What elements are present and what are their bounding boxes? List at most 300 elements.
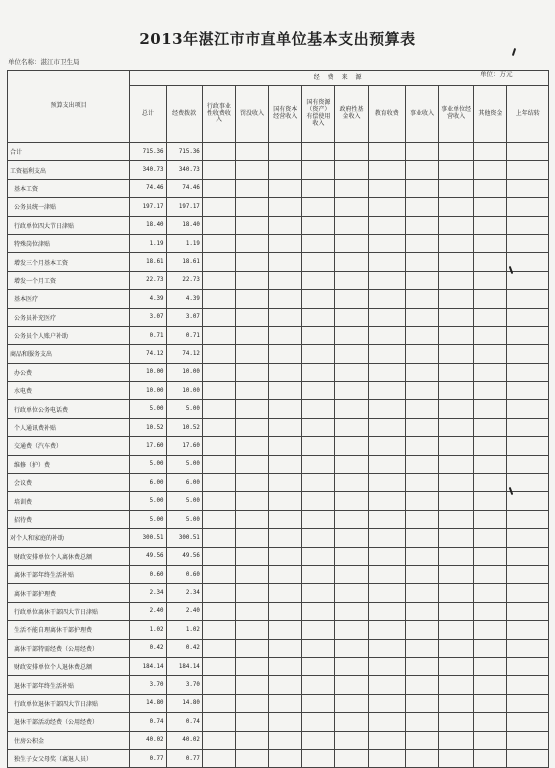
empty-cell — [507, 308, 549, 326]
row-grant: 715.36 — [166, 143, 202, 161]
row-name: 离休干部护理费 — [8, 584, 130, 602]
empty-cell — [439, 510, 474, 528]
col-header-admin-fee: 行政事业性收费收入 — [202, 86, 235, 143]
empty-cell — [235, 749, 268, 767]
empty-cell — [302, 529, 335, 547]
table-row — [8, 713, 549, 731]
row-name: 维修（护）费 — [8, 455, 130, 473]
empty-cell — [235, 731, 268, 749]
empty-cell — [405, 437, 438, 455]
table-row — [8, 234, 549, 252]
empty-cell — [235, 216, 268, 234]
empty-cell — [405, 749, 438, 767]
empty-cell — [202, 474, 235, 492]
row-grant: 4.39 — [166, 290, 202, 308]
budget-body — [8, 143, 549, 768]
empty-cell — [235, 345, 268, 363]
empty-cell — [507, 326, 549, 344]
empty-cell — [368, 161, 405, 179]
row-grant: 340.73 — [166, 161, 202, 179]
empty-cell — [302, 694, 335, 712]
row-total: 14.80 — [130, 694, 166, 712]
empty-cell — [439, 290, 474, 308]
table-row — [8, 474, 549, 492]
empty-cell — [235, 326, 268, 344]
empty-cell — [302, 584, 335, 602]
empty-cell — [302, 657, 335, 675]
empty-cell — [439, 234, 474, 252]
row-total: 0.60 — [130, 565, 166, 583]
empty-cell — [439, 639, 474, 657]
col-header-grant: 经费拨款 — [166, 86, 202, 143]
table-row — [8, 308, 549, 326]
empty-cell — [368, 437, 405, 455]
empty-cell — [235, 713, 268, 731]
empty-cell — [335, 216, 368, 234]
empty-cell — [235, 621, 268, 639]
empty-cell — [368, 253, 405, 271]
empty-cell — [202, 547, 235, 565]
row-grant: 74.12 — [166, 345, 202, 363]
row-total: 10.00 — [130, 363, 166, 381]
empty-cell — [474, 161, 507, 179]
empty-cell — [405, 271, 438, 289]
empty-cell — [439, 253, 474, 271]
empty-cell — [269, 657, 302, 675]
row-name: 会议费 — [8, 474, 130, 492]
empty-cell — [235, 529, 268, 547]
empty-cell — [202, 492, 235, 510]
col-header-other-funds: 其他资金 — [474, 86, 507, 143]
empty-cell — [474, 345, 507, 363]
row-grant: 10.00 — [166, 363, 202, 381]
row-name: 基本医疗 — [8, 290, 130, 308]
empty-cell — [405, 290, 438, 308]
table-row — [8, 657, 549, 675]
empty-cell — [302, 345, 335, 363]
empty-cell — [507, 345, 549, 363]
row-name: 离休干部特需经费（公用经费） — [8, 639, 130, 657]
row-total: 74.12 — [130, 345, 166, 363]
empty-cell — [302, 676, 335, 694]
empty-cell — [269, 547, 302, 565]
empty-cell — [439, 584, 474, 602]
empty-cell — [405, 179, 438, 197]
empty-cell — [439, 326, 474, 344]
row-total: 22.73 — [130, 271, 166, 289]
empty-cell — [507, 198, 549, 216]
empty-cell — [405, 492, 438, 510]
empty-cell — [405, 234, 438, 252]
empty-cell — [269, 345, 302, 363]
empty-cell — [235, 455, 268, 473]
row-grant: 0.74 — [166, 713, 202, 731]
empty-cell — [368, 602, 405, 620]
row-grant: 5.00 — [166, 492, 202, 510]
col-header-state-resource: 国有资源（资产）有偿使用收入 — [302, 86, 335, 143]
empty-cell — [335, 713, 368, 731]
row-name: 公务员个人账户补助 — [8, 326, 130, 344]
empty-cell — [368, 510, 405, 528]
empty-cell — [235, 418, 268, 436]
row-total: 6.00 — [130, 474, 166, 492]
empty-cell — [335, 694, 368, 712]
empty-cell — [302, 161, 335, 179]
empty-cell — [474, 657, 507, 675]
table-row — [8, 216, 549, 234]
table-row — [8, 290, 549, 308]
empty-cell — [202, 179, 235, 197]
empty-cell — [368, 143, 405, 161]
empty-cell — [302, 621, 335, 639]
empty-cell — [269, 179, 302, 197]
empty-cell — [335, 143, 368, 161]
empty-cell — [474, 198, 507, 216]
empty-cell — [202, 253, 235, 271]
empty-cell — [269, 676, 302, 694]
empty-cell — [474, 437, 507, 455]
table-row — [8, 584, 549, 602]
empty-cell — [202, 400, 235, 418]
empty-cell — [302, 271, 335, 289]
empty-cell — [439, 400, 474, 418]
empty-cell — [405, 676, 438, 694]
empty-cell — [368, 326, 405, 344]
empty-cell — [202, 731, 235, 749]
row-total: 1.02 — [130, 621, 166, 639]
row-total: 0.77 — [130, 749, 166, 767]
empty-cell — [405, 547, 438, 565]
empty-cell — [235, 510, 268, 528]
empty-cell — [302, 418, 335, 436]
empty-cell — [235, 639, 268, 657]
empty-cell — [302, 198, 335, 216]
empty-cell — [368, 382, 405, 400]
empty-cell — [439, 621, 474, 639]
row-total: 3.70 — [130, 676, 166, 694]
row-grant: 18.61 — [166, 253, 202, 271]
empty-cell — [474, 326, 507, 344]
table-row — [8, 694, 549, 712]
empty-cell — [302, 363, 335, 381]
empty-cell — [439, 455, 474, 473]
empty-cell — [474, 492, 507, 510]
empty-cell — [202, 418, 235, 436]
empty-cell — [235, 198, 268, 216]
empty-cell — [202, 234, 235, 252]
row-name: 财政安排单位个人退休费总额 — [8, 657, 130, 675]
empty-cell — [405, 731, 438, 749]
row-grant: 10.52 — [166, 418, 202, 436]
row-total: 10.00 — [130, 382, 166, 400]
empty-cell — [474, 565, 507, 583]
empty-cell — [507, 639, 549, 657]
row-total: 340.73 — [130, 161, 166, 179]
empty-cell — [439, 694, 474, 712]
row-grant: 3.07 — [166, 308, 202, 326]
empty-cell — [335, 731, 368, 749]
empty-cell — [368, 216, 405, 234]
empty-cell — [439, 547, 474, 565]
empty-cell — [269, 400, 302, 418]
empty-cell — [235, 437, 268, 455]
row-total: 715.36 — [130, 143, 166, 161]
table-row — [8, 363, 549, 381]
empty-cell — [235, 161, 268, 179]
row-total: 10.52 — [130, 418, 166, 436]
empty-cell — [474, 749, 507, 767]
row-name: 行政单位离休干部四大节日津贴 — [8, 602, 130, 620]
row-name: 财政安排单位个人离休费总额 — [8, 547, 130, 565]
row-grant: 184.14 — [166, 657, 202, 675]
empty-cell — [302, 565, 335, 583]
row-grant: 0.60 — [166, 565, 202, 583]
row-name: 办公费 — [8, 363, 130, 381]
empty-cell — [507, 382, 549, 400]
empty-cell — [368, 565, 405, 583]
empty-cell — [269, 216, 302, 234]
row-name: 招待费 — [8, 510, 130, 528]
empty-cell — [202, 621, 235, 639]
empty-cell — [368, 345, 405, 363]
empty-cell — [474, 547, 507, 565]
empty-cell — [368, 271, 405, 289]
empty-cell — [405, 363, 438, 381]
empty-cell — [368, 474, 405, 492]
empty-cell — [405, 418, 438, 436]
empty-cell — [335, 657, 368, 675]
row-grant: 74.46 — [166, 179, 202, 197]
empty-cell — [269, 565, 302, 583]
empty-cell — [474, 271, 507, 289]
empty-cell — [269, 602, 302, 620]
table-row — [8, 510, 549, 528]
empty-cell — [439, 161, 474, 179]
row-name: 生活不能自理离休干部护理费 — [8, 621, 130, 639]
row-grant: 40.02 — [166, 731, 202, 749]
source-group-header: 经 费 来 源 — [130, 71, 549, 86]
row-grant: 17.60 — [166, 437, 202, 455]
empty-cell — [202, 713, 235, 731]
empty-cell — [405, 161, 438, 179]
empty-cell — [335, 400, 368, 418]
empty-cell — [507, 161, 549, 179]
row-grant: 300.51 — [166, 529, 202, 547]
empty-cell — [235, 179, 268, 197]
table-row — [8, 676, 549, 694]
empty-cell — [507, 363, 549, 381]
unit-name: 单位名称：湛江市卫生局 — [8, 58, 80, 66]
row-grant: 5.00 — [166, 510, 202, 528]
empty-cell — [507, 216, 549, 234]
row-grant: 2.34 — [166, 584, 202, 602]
empty-cell — [302, 400, 335, 418]
empty-cell — [405, 382, 438, 400]
row-grant: 0.77 — [166, 749, 202, 767]
row-total: 2.34 — [130, 584, 166, 602]
empty-cell — [235, 547, 268, 565]
empty-cell — [474, 418, 507, 436]
empty-cell — [474, 621, 507, 639]
empty-cell — [474, 400, 507, 418]
empty-cell — [335, 363, 368, 381]
empty-cell — [335, 474, 368, 492]
empty-cell — [507, 731, 549, 749]
table-row — [8, 731, 549, 749]
empty-cell — [302, 216, 335, 234]
empty-cell — [405, 326, 438, 344]
empty-cell — [439, 713, 474, 731]
empty-cell — [507, 179, 549, 197]
row-name: 增发三个月基本工资 — [8, 253, 130, 271]
row-total: 18.61 — [130, 253, 166, 271]
row-grant: 22.73 — [166, 271, 202, 289]
empty-cell — [202, 308, 235, 326]
row-grant: 197.17 — [166, 198, 202, 216]
empty-cell — [235, 308, 268, 326]
col-header-education-fee: 教育收费 — [368, 86, 405, 143]
empty-cell — [335, 639, 368, 657]
empty-cell — [202, 565, 235, 583]
empty-cell — [507, 400, 549, 418]
empty-cell — [202, 161, 235, 179]
empty-cell — [269, 713, 302, 731]
row-grant: 14.80 — [166, 694, 202, 712]
empty-cell — [335, 345, 368, 363]
empty-cell — [507, 621, 549, 639]
row-name: 独生子女父母奖（离退人员） — [8, 749, 130, 767]
row-name: 行政单位四大节日津贴 — [8, 216, 130, 234]
row-total: 3.07 — [130, 308, 166, 326]
row-total: 300.51 — [130, 529, 166, 547]
empty-cell — [202, 198, 235, 216]
row-total: 184.14 — [130, 657, 166, 675]
empty-cell — [302, 253, 335, 271]
empty-cell — [235, 253, 268, 271]
empty-cell — [368, 400, 405, 418]
empty-cell — [507, 290, 549, 308]
row-name: 离休干部年终生活补贴 — [8, 565, 130, 583]
empty-cell — [368, 492, 405, 510]
row-name: 住房公积金 — [8, 731, 130, 749]
empty-cell — [474, 455, 507, 473]
empty-cell — [405, 216, 438, 234]
page-title: 2013年湛江市市直单位基本支出预算表 — [139, 30, 416, 48]
empty-cell — [405, 694, 438, 712]
empty-cell — [302, 179, 335, 197]
empty-cell — [269, 437, 302, 455]
empty-cell — [368, 731, 405, 749]
col-header-carryover: 上年结转 — [507, 86, 549, 143]
row-name: 商品和服务支出 — [8, 345, 130, 363]
empty-cell — [474, 713, 507, 731]
empty-cell — [202, 382, 235, 400]
empty-cell — [368, 308, 405, 326]
empty-cell — [269, 529, 302, 547]
table-row — [8, 179, 549, 197]
row-grant: 2.40 — [166, 602, 202, 620]
empty-cell — [269, 253, 302, 271]
empty-cell — [368, 749, 405, 767]
empty-cell — [405, 713, 438, 731]
empty-cell — [507, 510, 549, 528]
empty-cell — [439, 308, 474, 326]
row-total: 0.74 — [130, 713, 166, 731]
col-header-total: 总计 — [130, 86, 166, 143]
empty-cell — [335, 198, 368, 216]
empty-cell — [368, 713, 405, 731]
col-header-business-income: 事业收入 — [405, 86, 438, 143]
empty-cell — [474, 308, 507, 326]
empty-cell — [302, 510, 335, 528]
empty-cell — [474, 382, 507, 400]
empty-cell — [269, 694, 302, 712]
empty-cell — [202, 676, 235, 694]
empty-cell — [235, 657, 268, 675]
empty-cell — [335, 749, 368, 767]
row-total: 0.71 — [130, 326, 166, 344]
empty-cell — [439, 492, 474, 510]
empty-cell — [368, 694, 405, 712]
empty-cell — [507, 694, 549, 712]
empty-cell — [368, 529, 405, 547]
empty-cell — [405, 455, 438, 473]
row-grant: 3.70 — [166, 676, 202, 694]
empty-cell — [507, 529, 549, 547]
empty-cell — [335, 510, 368, 528]
empty-cell — [474, 529, 507, 547]
empty-cell — [269, 731, 302, 749]
empty-cell — [302, 455, 335, 473]
empty-cell — [269, 639, 302, 657]
empty-cell — [507, 455, 549, 473]
empty-cell — [269, 474, 302, 492]
empty-cell — [368, 639, 405, 657]
table-row — [8, 547, 549, 565]
empty-cell — [302, 234, 335, 252]
empty-cell — [302, 290, 335, 308]
empty-cell — [439, 345, 474, 363]
empty-cell — [302, 326, 335, 344]
row-name: 行政单位公务电话费 — [8, 400, 130, 418]
table-row — [8, 418, 549, 436]
empty-cell — [335, 308, 368, 326]
empty-cell — [235, 492, 268, 510]
empty-cell — [235, 602, 268, 620]
empty-cell — [368, 547, 405, 565]
empty-cell — [439, 565, 474, 583]
empty-cell — [302, 143, 335, 161]
empty-cell — [474, 731, 507, 749]
empty-cell — [439, 363, 474, 381]
empty-cell — [507, 547, 549, 565]
empty-cell — [368, 234, 405, 252]
table-row — [8, 253, 549, 271]
table-row — [8, 198, 549, 216]
empty-cell — [335, 437, 368, 455]
empty-cell — [335, 676, 368, 694]
empty-cell — [507, 565, 549, 583]
empty-cell — [405, 639, 438, 657]
empty-cell — [439, 418, 474, 436]
empty-cell — [507, 474, 549, 492]
empty-cell — [368, 290, 405, 308]
empty-cell — [405, 621, 438, 639]
empty-cell — [269, 290, 302, 308]
row-name: 基本工资 — [8, 179, 130, 197]
empty-cell — [439, 216, 474, 234]
row-grant: 5.00 — [166, 455, 202, 473]
